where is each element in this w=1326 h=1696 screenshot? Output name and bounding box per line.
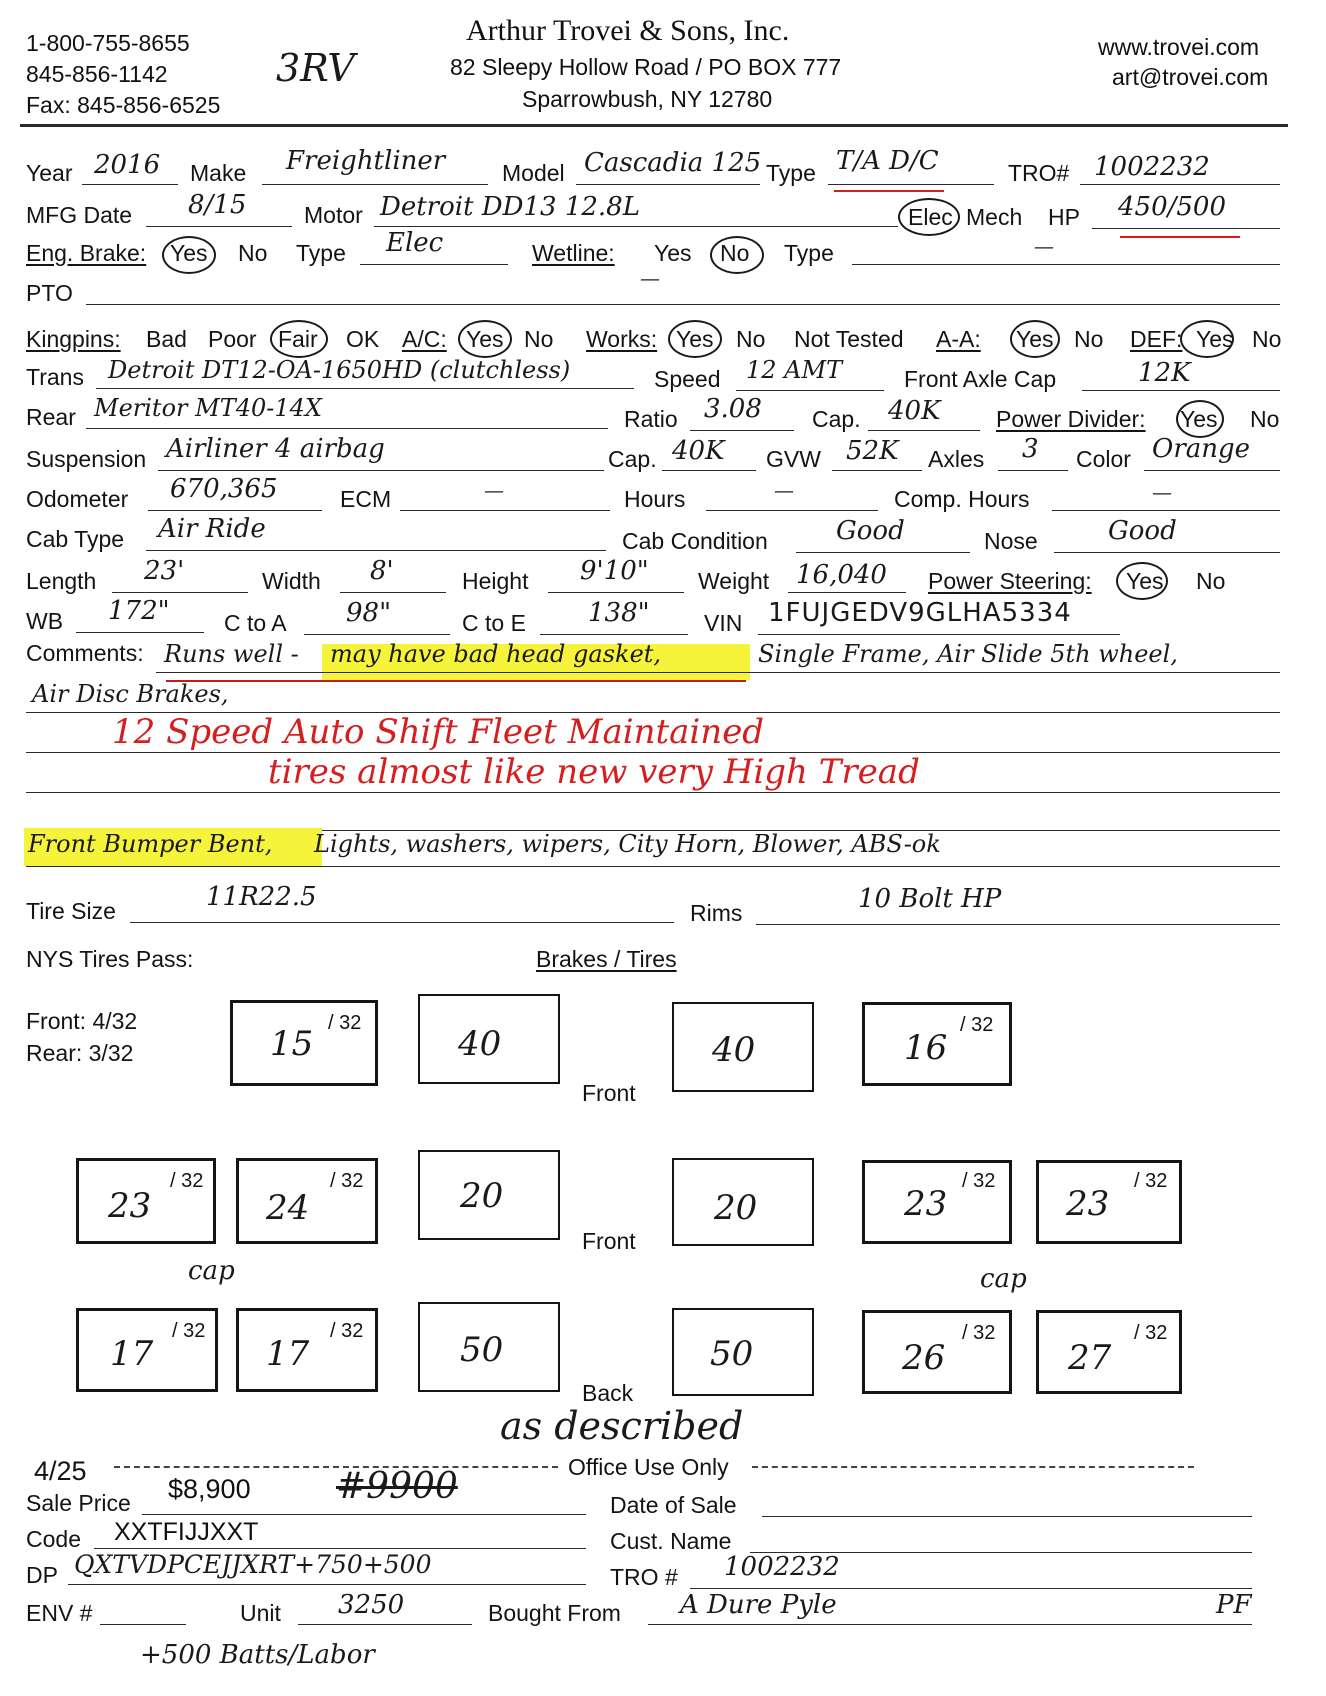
rear-value: Meritor MT40-14X: [94, 394, 322, 422]
sale-price-line: [142, 1514, 586, 1515]
axles-label: Axles: [928, 446, 985, 472]
motor-value: Detroit DD13 12.8L: [380, 192, 640, 222]
dp-label: DP: [26, 1562, 58, 1588]
aa-label: A-A:: [936, 326, 981, 352]
code-label: Code: [26, 1526, 81, 1552]
tro-line: [1080, 184, 1280, 185]
aa-yes: Yes: [1016, 326, 1054, 352]
eng-brake-no: No: [238, 240, 268, 266]
mech-label: Mech: [966, 204, 1023, 230]
rims-line: [756, 924, 1280, 925]
weight-value: 16,040: [796, 560, 887, 590]
mfg-date-value: 8/15: [188, 190, 247, 220]
c-to-e-value: 138": [588, 598, 650, 628]
tire-front-left-per32: / 32: [328, 1012, 362, 1034]
works-no: No: [736, 326, 766, 352]
odometer-label: Odometer: [26, 486, 129, 512]
phone-1: 1-800-755-8655: [26, 30, 190, 56]
wb-label: WB: [26, 608, 64, 634]
rear-cap-value: 40K: [888, 396, 941, 426]
vin-value: 1FUJGEDV9GLHA5334: [768, 598, 1072, 628]
tire-row2-outer-right-value: 23: [1066, 1184, 1110, 1224]
tire-front-right-per32: / 32: [960, 1014, 994, 1036]
ecm-value: —: [484, 478, 504, 502]
elec-circle: [898, 198, 960, 236]
length-value: 23': [144, 556, 185, 586]
def-label: DEF:: [1130, 326, 1183, 352]
kingpins-poor: Poor: [208, 326, 257, 352]
nose-line: [1054, 552, 1280, 553]
tire-row3-outer-left-value: 17: [110, 1334, 154, 1374]
wetline-mark: —: [640, 266, 660, 290]
brakes-tires-heading: Brakes / Tires: [536, 946, 677, 972]
c-to-e-line: [540, 634, 688, 635]
speed-label: Speed: [654, 366, 721, 392]
brake-row2-right-value: 20: [714, 1188, 758, 1228]
axles-value: 3: [1022, 434, 1039, 464]
speed-value: 12 AMT: [746, 356, 843, 384]
pto-label: PTO: [26, 280, 73, 306]
comments-line-4: [26, 792, 1280, 793]
sale-price-value: $8,900: [168, 1474, 251, 1504]
power-divider-no: No: [1250, 406, 1280, 432]
comment-red-line-2: tires almost like new very High Tread: [268, 752, 920, 792]
hp-label: HP: [1048, 204, 1080, 230]
cab-type-line: [146, 550, 606, 551]
works-yes: Yes: [676, 326, 714, 352]
comp-hours-value: —: [1152, 480, 1172, 504]
wetline-label: Wetline:: [532, 240, 615, 266]
office-use-label: Office Use Only: [568, 1454, 729, 1480]
hours-line: [706, 510, 878, 511]
cap-note-right: cap: [980, 1264, 1027, 1294]
power-divider-label: Power Divider:: [996, 406, 1146, 432]
tro-value: 1002232: [1094, 152, 1210, 182]
tire-size-label: Tire Size: [26, 898, 116, 924]
sale-price-label: Sale Price: [26, 1490, 131, 1516]
brake-front-left-value: 40: [458, 1024, 502, 1064]
tire-row2-inner-right-value: 23: [904, 1184, 948, 1224]
eng-brake-type-value: Elec: [386, 228, 444, 258]
power-steering-label: Power Steering:: [928, 568, 1092, 594]
eng-brake-yes: Yes: [170, 240, 208, 266]
comment-runs-well: Runs well -: [164, 640, 299, 668]
date-of-sale-line: [762, 1516, 1252, 1517]
tire-row3-outer-right-value: 27: [1068, 1338, 1112, 1378]
env-line: [100, 1624, 186, 1625]
as-described-note: as described: [500, 1404, 744, 1448]
bought-from-label: Bought From: [488, 1600, 621, 1626]
power-steering-no: No: [1196, 568, 1226, 594]
speed-line: [736, 390, 884, 391]
tire-row3-inner-left-value: 17: [266, 1334, 310, 1374]
nys-tires-pass-label: NYS Tires Pass:: [26, 946, 194, 972]
front-axle-label-2: Front: [582, 1228, 636, 1254]
gvw-line: [832, 470, 922, 471]
suspension-value: Airliner 4 airbag: [166, 434, 385, 464]
comments-label: Comments:: [26, 640, 144, 666]
color-label: Color: [1076, 446, 1131, 472]
hp-value: 450/500: [1118, 192, 1227, 222]
power-divider-yes: Yes: [1180, 406, 1218, 432]
wetline-no: No: [720, 240, 750, 266]
brake-row2-left-value: 20: [460, 1176, 504, 1216]
nose-label: Nose: [984, 528, 1038, 554]
ratio-value: 3.08: [704, 394, 762, 424]
front-axle-cap-line: [1082, 390, 1280, 391]
width-label: Width: [262, 568, 321, 594]
kingpins-fair: Fair: [278, 326, 318, 352]
elec-label: Elec: [908, 204, 953, 230]
gvw-value: 52K: [846, 436, 899, 466]
bought-from-value: A Dure Pyle: [680, 1590, 837, 1620]
rims-label: Rims: [690, 900, 743, 926]
company-address-1: 82 Sleepy Hollow Road / PO BOX 777: [450, 54, 842, 80]
rear-label: Rear: [26, 404, 76, 430]
year-line: [82, 184, 178, 185]
cab-type-label: Cab Type: [26, 526, 125, 552]
struck-price: #9900: [336, 1466, 458, 1507]
cap-note-left: cap: [188, 1256, 235, 1286]
comments-line-6: [26, 866, 1280, 867]
def-yes: Yes: [1196, 326, 1234, 352]
aa-no: No: [1074, 326, 1104, 352]
front-axle-cap-value: 12K: [1138, 358, 1191, 388]
brake-row3-left-value: 50: [460, 1330, 504, 1370]
year-label: Year: [26, 160, 73, 186]
type-line: [828, 184, 994, 185]
type-label: Type: [766, 160, 816, 186]
tro-label: TRO#: [1008, 160, 1070, 186]
trans-label: Trans: [26, 364, 84, 390]
company-address-2: Sparrowbush, NY 12780: [522, 86, 773, 112]
unit-line: [298, 1624, 472, 1625]
kingpins-ok: OK: [346, 326, 380, 352]
c-to-e-label: C to E: [462, 610, 526, 636]
length-line: [112, 592, 248, 593]
tire-row3-inner-right-per32: / 32: [962, 1322, 996, 1344]
height-line: [548, 592, 684, 593]
front-axle-label-1: Front: [582, 1080, 636, 1106]
power-steering-yes: Yes: [1126, 568, 1164, 594]
weight-label: Weight: [698, 568, 770, 594]
tire-row2-inner-left-value: 24: [266, 1188, 310, 1228]
dp-line: [68, 1584, 586, 1585]
height-label: Height: [462, 568, 529, 594]
hours-label: Hours: [624, 486, 686, 512]
rear-line: [86, 428, 608, 429]
handwritten-code-mark: 3RV: [276, 46, 355, 90]
code-value: XXTFIJJXXT: [114, 1518, 259, 1546]
def-no: No: [1252, 326, 1282, 352]
company-name: Arthur Trovei & Sons, Inc.: [466, 14, 790, 47]
tire-front-right-value: 16: [904, 1028, 948, 1068]
hp-line: [1092, 228, 1280, 229]
tire-row2-outer-right-per32: / 32: [1134, 1170, 1168, 1192]
tro-no-label: TRO #: [610, 1564, 678, 1590]
front-axle-cap-label: Front Axle Cap: [904, 366, 1057, 392]
ac-no: No: [524, 326, 554, 352]
comment-lights: Lights, washers, wipers, City Horn, Blower, ABS-ok: [314, 830, 941, 858]
nys-front-spec: Front: 4/32: [26, 1008, 138, 1034]
type-red-underline: [834, 190, 944, 192]
width-line: [340, 592, 446, 593]
c-to-a-line: [304, 634, 450, 635]
office-dash-right: [752, 1466, 1194, 1468]
trans-line: [96, 388, 634, 389]
year-value: 2016: [94, 150, 161, 180]
fax: Fax: 845-856-6525: [26, 92, 221, 118]
c-to-a-label: C to A: [224, 610, 287, 636]
axles-line: [998, 470, 1068, 471]
eng-brake-type-line: [360, 264, 508, 265]
header-divider: [20, 124, 1288, 127]
ecm-label: ECM: [340, 486, 392, 512]
code-line: [94, 1548, 586, 1549]
def-yes-circle: [1180, 320, 1234, 358]
make-line: [262, 184, 488, 185]
comment-bumper: Front Bumper Bent,: [28, 830, 273, 858]
cab-type-value: Air Ride: [158, 514, 266, 544]
dp-value: QXTVDPCEJJXRT+750+500: [74, 1550, 432, 1579]
cab-condition-value: Good: [836, 516, 905, 546]
comment-red-line-1: 12 Speed Auto Shift Fleet Maintained: [112, 712, 765, 752]
hours-value: —: [774, 478, 794, 502]
tire-front-left-value: 15: [270, 1024, 314, 1064]
cust-name-label: Cust. Name: [610, 1528, 732, 1554]
type-value: T/A D/C: [836, 146, 939, 176]
kingpins-fair-circle: [270, 320, 328, 358]
nose-value: Good: [1108, 516, 1177, 546]
make-label: Make: [190, 160, 247, 186]
date-note: 4/25: [34, 1456, 87, 1486]
nys-rear-spec: Rear: 3/32: [26, 1040, 134, 1066]
model-line: [576, 184, 760, 185]
motor-label: Motor: [304, 202, 363, 228]
tire-row3-outer-left-per32: / 32: [172, 1320, 206, 1342]
tro-no-line: [690, 1588, 1252, 1589]
back-axle-label: Back: [582, 1380, 634, 1406]
susp-cap-label: Cap.: [608, 446, 657, 472]
wetline-type-value: —: [1034, 234, 1054, 258]
wetline-yes: Yes: [654, 240, 692, 266]
tire-row3-outer-right-per32: / 32: [1134, 1322, 1168, 1344]
susp-cap-line: [662, 470, 756, 471]
suspension-label: Suspension: [26, 446, 147, 472]
wb-value: 172": [108, 596, 170, 626]
hp-red-underline: [1120, 236, 1240, 238]
odometer-line: [148, 510, 322, 511]
wetline-type-line: [852, 264, 1280, 265]
model-value: Cascadia 125: [584, 148, 762, 178]
susp-cap-value: 40K: [672, 436, 725, 466]
tire-size-value: 11R22.5: [206, 882, 317, 912]
mfg-date-line: [146, 226, 292, 227]
tire-row2-outer-left-per32: / 32: [170, 1170, 204, 1192]
brake-front-right-value: 40: [712, 1030, 756, 1070]
mfg-date-label: MFG Date: [26, 202, 133, 228]
color-line: [1144, 470, 1280, 471]
power-steering-yes-circle: [1116, 562, 1168, 600]
cab-condition-line: [796, 552, 970, 553]
tire-row2-outer-left-value: 23: [108, 1186, 152, 1226]
weight-line: [788, 592, 906, 593]
brake-row3-right-value: 50: [710, 1334, 754, 1374]
env-label: ENV #: [26, 1600, 93, 1626]
rear-cap-label: Cap.: [812, 406, 861, 432]
motor-line: [374, 226, 898, 227]
eng-brake-yes-circle: [162, 236, 216, 274]
gvw-label: GVW: [766, 446, 821, 472]
vin-label: VIN: [704, 610, 743, 636]
tire-row3-inner-left-per32: / 32: [330, 1320, 364, 1342]
tire-size-line: [130, 922, 674, 923]
ac-yes-circle: [458, 320, 512, 358]
pto-line: [86, 304, 1280, 305]
phone-2: 845-856-1142: [26, 61, 168, 87]
eng-brake-label: Eng. Brake:: [26, 240, 147, 266]
unit-label: Unit: [240, 1600, 281, 1626]
trans-value: Detroit DT12-OA-1650HD (clutchless): [108, 356, 571, 384]
comment-red-underline: [166, 680, 746, 682]
aa-yes-circle: [1010, 320, 1060, 358]
ecm-line: [400, 510, 610, 511]
c-to-a-value: 98": [346, 598, 392, 628]
tire-row2-inner-right-per32: / 32: [962, 1170, 996, 1192]
suspension-line: [158, 470, 604, 471]
comp-hours-label: Comp. Hours: [894, 486, 1030, 512]
ac-yes: Yes: [466, 326, 504, 352]
tire-row2-inner-left-per32: / 32: [330, 1170, 364, 1192]
ac-label: A/C:: [402, 326, 447, 352]
comments-line-1: [156, 672, 1280, 673]
works-not-tested: Not Tested: [794, 326, 904, 352]
height-value: 9'10": [580, 556, 649, 586]
width-value: 8': [370, 556, 394, 586]
vin-line: [758, 634, 1120, 635]
eng-brake-type-label: Type: [296, 240, 346, 266]
kingpins-bad: Bad: [146, 326, 187, 352]
wetline-no-circle: [710, 236, 764, 274]
length-label: Length: [26, 568, 97, 594]
email: art@trovei.com: [1112, 64, 1269, 90]
rims-value: 10 Bolt HP: [858, 884, 1002, 914]
bought-from-line: [648, 1624, 1252, 1625]
wb-line: [76, 632, 204, 633]
footer-note: +500 Batts/Labor: [140, 1640, 375, 1670]
tire-row3-inner-right-value: 26: [902, 1338, 946, 1378]
works-yes-circle: [668, 320, 722, 358]
power-divider-yes-circle: [1176, 400, 1224, 438]
comment-frame: Single Frame, Air Slide 5th wheel,: [758, 640, 1178, 668]
website: www.trovei.com: [1098, 34, 1260, 60]
make-value: Freightliner: [286, 146, 446, 176]
initials: PF: [1216, 1590, 1252, 1620]
comment-line-2: Air Disc Brakes,: [32, 680, 229, 708]
kingpins-label: Kingpins:: [26, 326, 121, 352]
color-value: Orange: [1152, 434, 1251, 464]
cab-condition-label: Cab Condition: [622, 528, 768, 554]
model-label: Model: [502, 160, 565, 186]
wetline-type-label: Type: [784, 240, 834, 266]
rear-cap-line: [868, 430, 980, 431]
comment-head-gasket: may have bad head gasket,: [330, 640, 662, 668]
comp-hours-line: [1052, 510, 1280, 511]
works-label: Works:: [586, 326, 658, 352]
ratio-label: Ratio: [624, 406, 678, 432]
unit-value: 3250: [338, 1590, 405, 1620]
date-of-sale-label: Date of Sale: [610, 1492, 737, 1518]
ratio-line: [690, 430, 794, 431]
tro-no-value: 1002232: [724, 1552, 840, 1582]
odometer-value: 670,365: [170, 474, 278, 504]
